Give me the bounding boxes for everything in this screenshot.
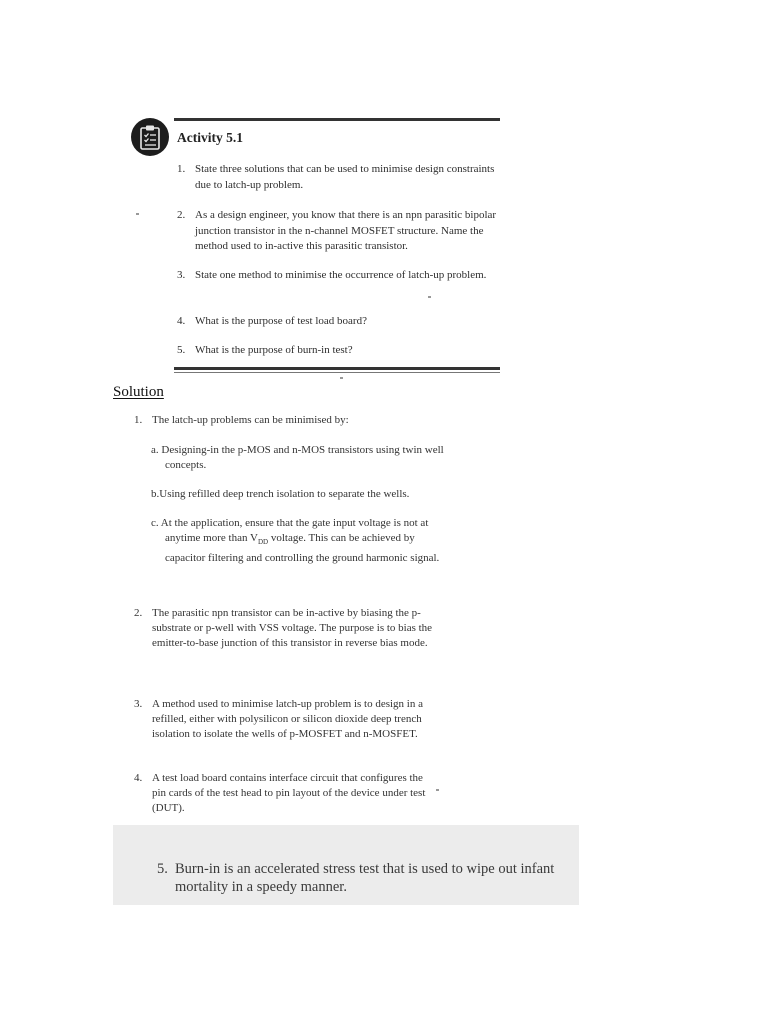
question-text: As a design engineer, you know that there is an npn parasitic bipolar junction transistor in the n-channel MOSFET structure. Name the method used to in-active this parasitic transistor. xyxy=(195,209,497,252)
question-number: 3. xyxy=(177,269,186,281)
solution-text: The parasitic npn transistor can be in-active by biasing the p-substrate or p-well with VSS voltage. The purpose is to bias the emitter-to-base junction of this transistor in reverse bias mode. xyxy=(152,607,433,650)
solution-1a: a. Designing-in the p-MOS and n-MOS transistors using twin well concepts. xyxy=(151,444,444,472)
activity-bottom-rule-thin xyxy=(174,372,500,373)
question-text: What is the purpose of test load board? xyxy=(195,315,367,327)
question-number: 4. xyxy=(177,315,186,327)
solution-2 xyxy=(134,606,436,652)
solution-number: 1. xyxy=(134,414,143,426)
solution-1b: b.Using refilled deep trench isolation to separate the wells. xyxy=(151,488,410,500)
solution-number: 3. xyxy=(134,698,143,710)
solution-3 xyxy=(134,697,436,743)
activity-question-5 xyxy=(177,343,507,359)
activity-title: Activity 5.1 xyxy=(177,130,243,145)
scan-speck xyxy=(136,213,139,215)
solution-4 xyxy=(134,771,436,817)
solution-1c-text-start: c. At the application, ensure that the gate input voltage is not at anytime more than V xyxy=(151,517,429,545)
solution-number: 5. xyxy=(157,861,168,877)
solution-1c xyxy=(151,516,449,566)
solution-number: 4. xyxy=(134,772,143,784)
scan-speck xyxy=(428,296,431,298)
question-number: 5. xyxy=(177,344,186,356)
scan-speck xyxy=(340,377,343,379)
clipboard-icon-graphic xyxy=(138,124,162,150)
question-text: State three solutions that can be used to minimise design constraints due to latch-up problem. xyxy=(195,163,495,191)
solution-1c-text-end: voltage. This can be achieved by capacitor filtering and controlling the ground harmonic signal. xyxy=(165,532,440,564)
question-text: What is the purpose of burn-in test? xyxy=(195,344,353,356)
solution-text: A test load board contains interface circuit that configures the pin cards of the test head to pin layout of the device under test (DUT). xyxy=(152,772,426,815)
solution-text: Burn-in is an accelerated stress test that is used to wipe out infant mortality in a speedy manner. xyxy=(175,861,555,895)
question-number: 1. xyxy=(177,163,186,175)
activity-top-rule xyxy=(174,118,500,121)
activity-question-4 xyxy=(177,314,507,330)
solution-1c-subscript: DD xyxy=(257,538,269,547)
question-number: 2. xyxy=(177,209,186,221)
activity-question-2 xyxy=(177,208,507,255)
question-text: State one method to minimise the occurrence of latch-up problem. xyxy=(195,269,487,281)
activity-question-3 xyxy=(177,268,507,284)
clipboard-icon xyxy=(131,118,169,156)
activity-bottom-rule xyxy=(174,367,500,370)
solution-5 xyxy=(157,860,567,896)
solution-text: The latch-up problems can be minimised by: xyxy=(152,414,349,426)
solution-heading: Solution xyxy=(113,384,164,400)
solution-text: A method used to minimise latch-up problem is to design in a refilled, either with polysilicon or silicon dioxide deep trench isolation to isolate the wells of p-MOSFET and n-MOSFET. xyxy=(152,698,423,741)
solution-1-intro xyxy=(134,413,444,428)
solution-number: 2. xyxy=(134,607,143,619)
activity-question-1 xyxy=(177,162,507,193)
scan-speck xyxy=(436,789,439,791)
